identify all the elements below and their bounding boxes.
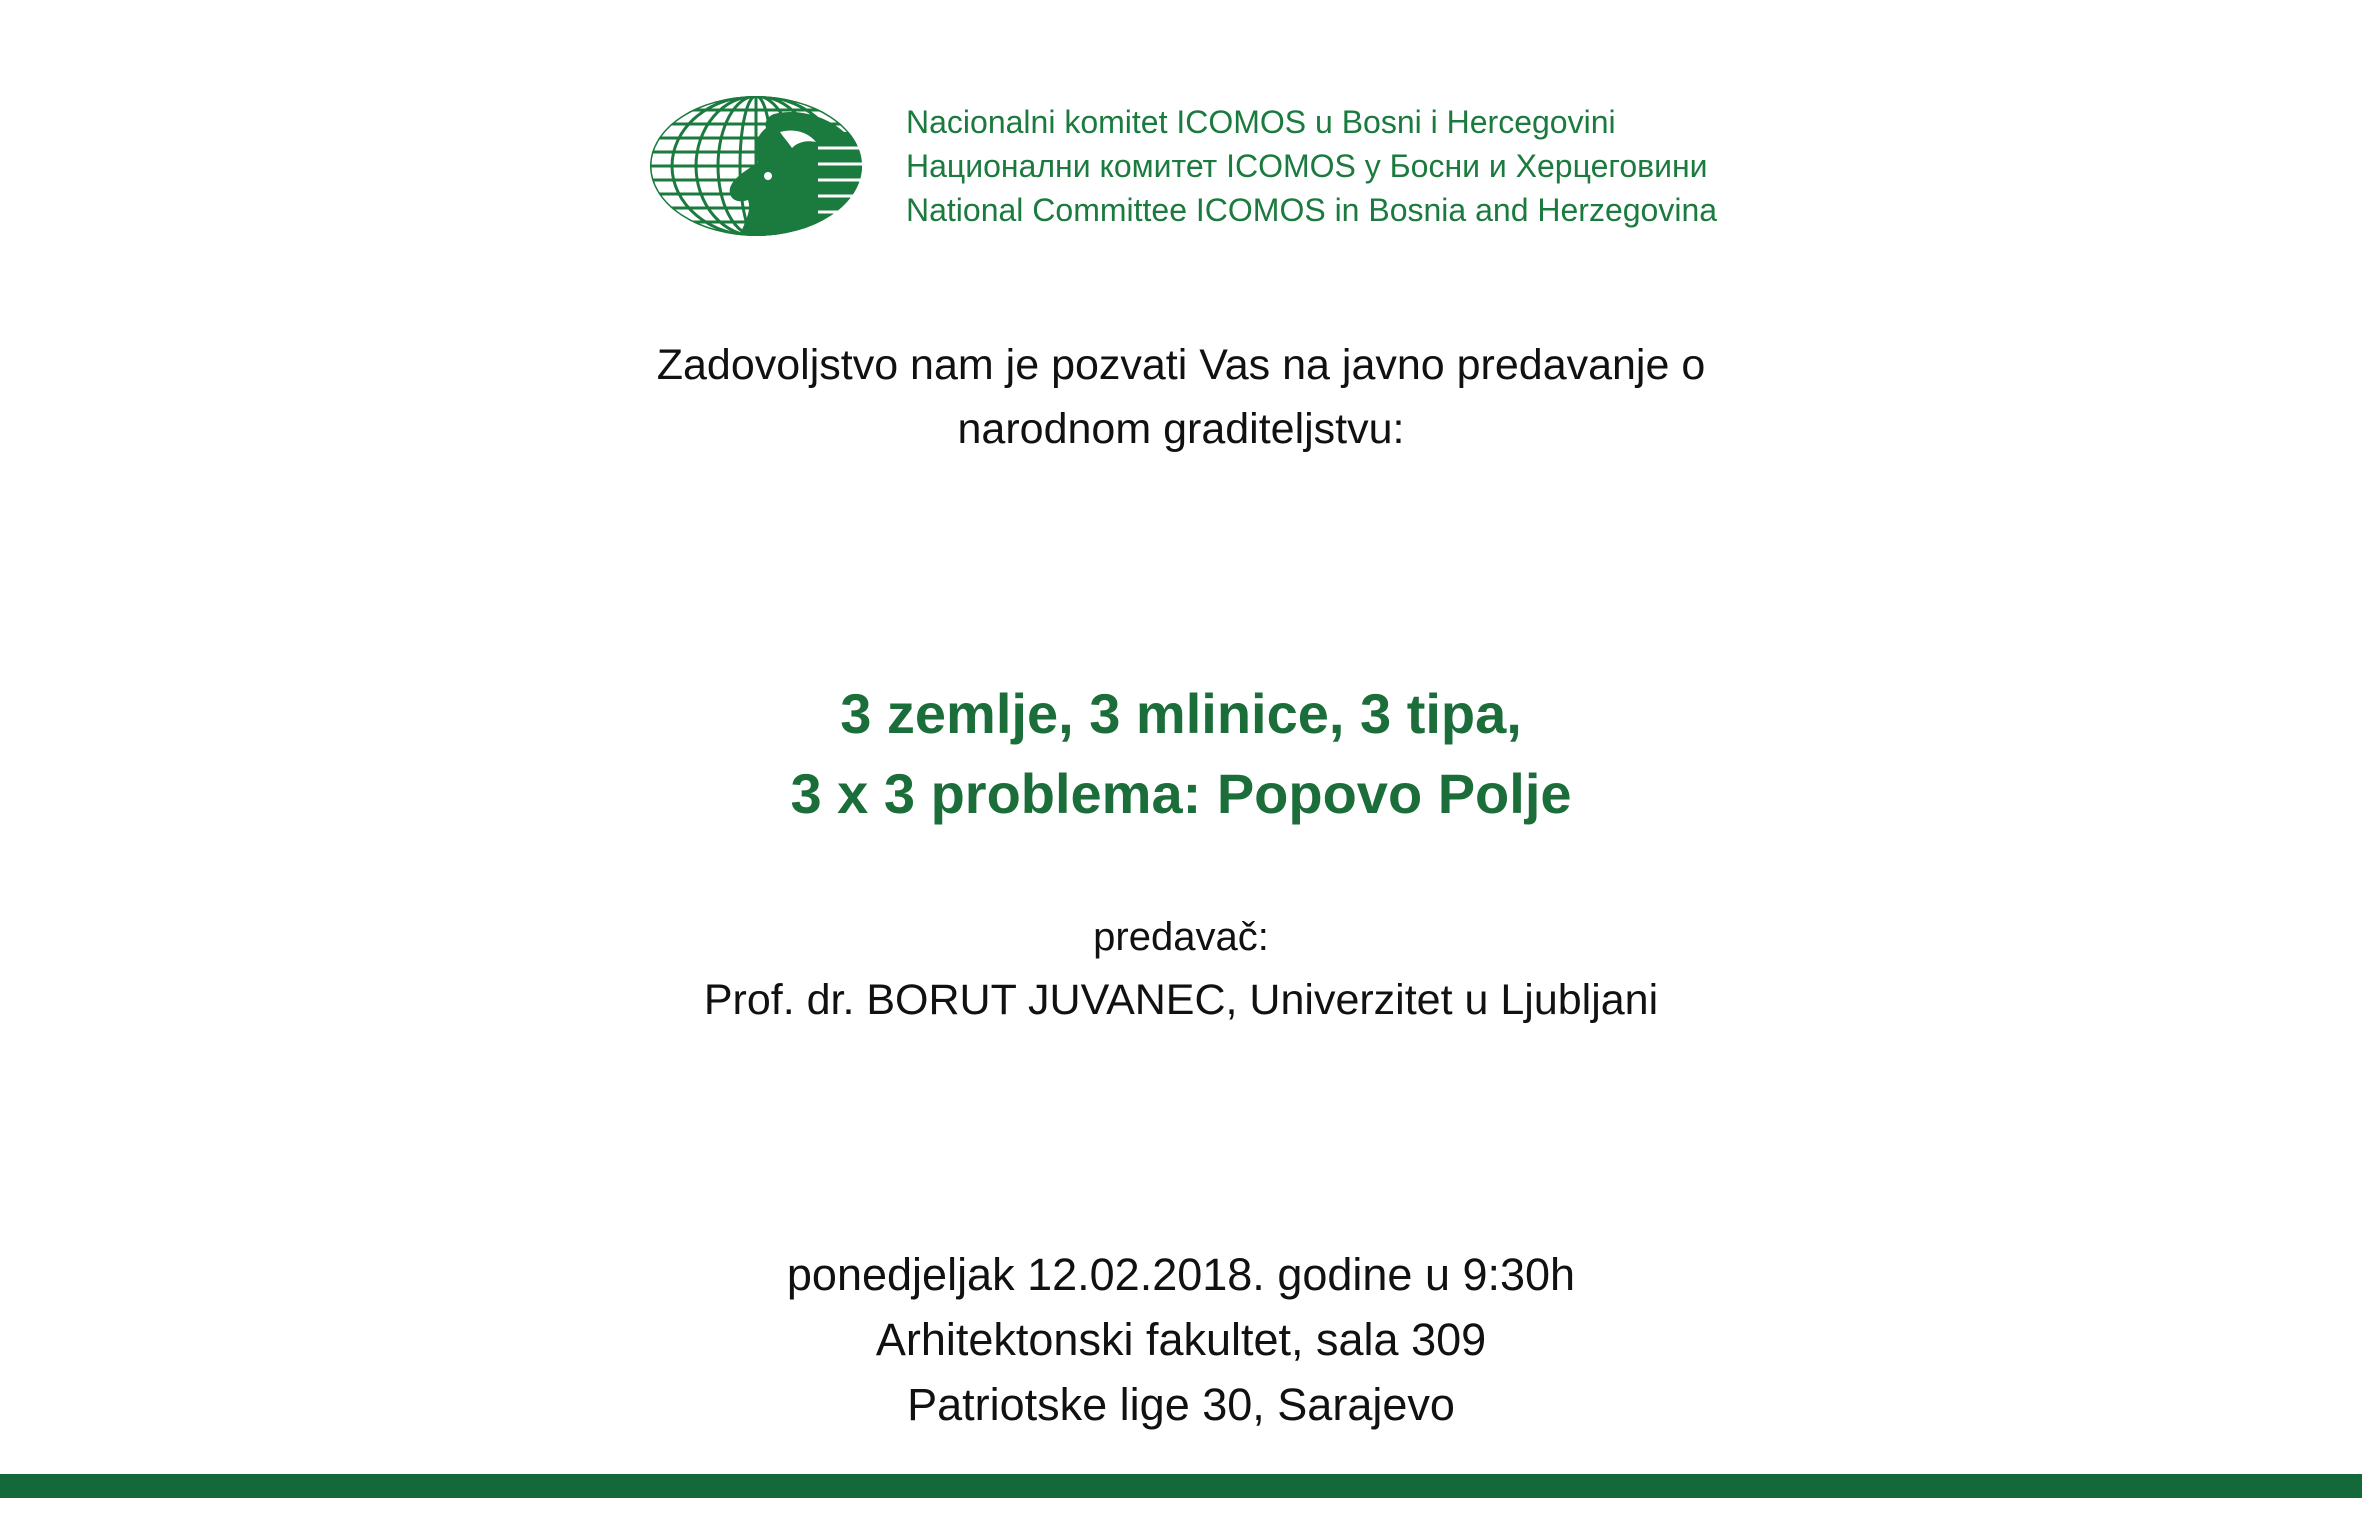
speaker-name: Prof. dr. BORUT JUVANEC, Univerzitet u Ljubljani [703, 976, 1659, 1024]
globe-horse-icon [648, 92, 870, 240]
event-details [0, 1242, 2362, 1437]
event-venue: Arhitektonski fakultet, sala 309 [875, 1314, 1487, 1365]
header [648, 92, 1848, 242]
lecture-title [0, 674, 2362, 834]
invitation-text [0, 333, 2362, 461]
organization-name-english: National Committee ICOMOS in Bosnia and Herzegovina [906, 192, 1718, 228]
invitation-line: Zadovoljstvo nam je pozvati Vas na javno predavanje o [656, 341, 1706, 389]
event-date-time: ponedjeljak 12.02.2018. godine u 9:30h [786, 1249, 1576, 1300]
organization-name-bosnian: Nacionalni komitet ICOMOS u Bosni i Hercegovini [906, 104, 1616, 140]
invitation-line: narodnom graditeljstvu: [957, 405, 1405, 453]
event-address: Patriotske lige 30, Sarajevo [907, 1379, 1455, 1430]
lecture-title-line: 3 x 3 problema: Popovo Polje [790, 762, 1572, 825]
organization-name-serbian: Национални комитет ICOMOS у Босни и Херцеговини [906, 148, 1708, 184]
bottom-divider-bar [0, 1474, 2362, 1498]
organization-name-block [906, 100, 1826, 232]
icomos-logo-icon [648, 92, 870, 240]
speaker-label: predavač: [1093, 915, 1269, 959]
lecture-title-line: 3 zemlje, 3 mlinice, 3 tipa, [840, 682, 1522, 745]
